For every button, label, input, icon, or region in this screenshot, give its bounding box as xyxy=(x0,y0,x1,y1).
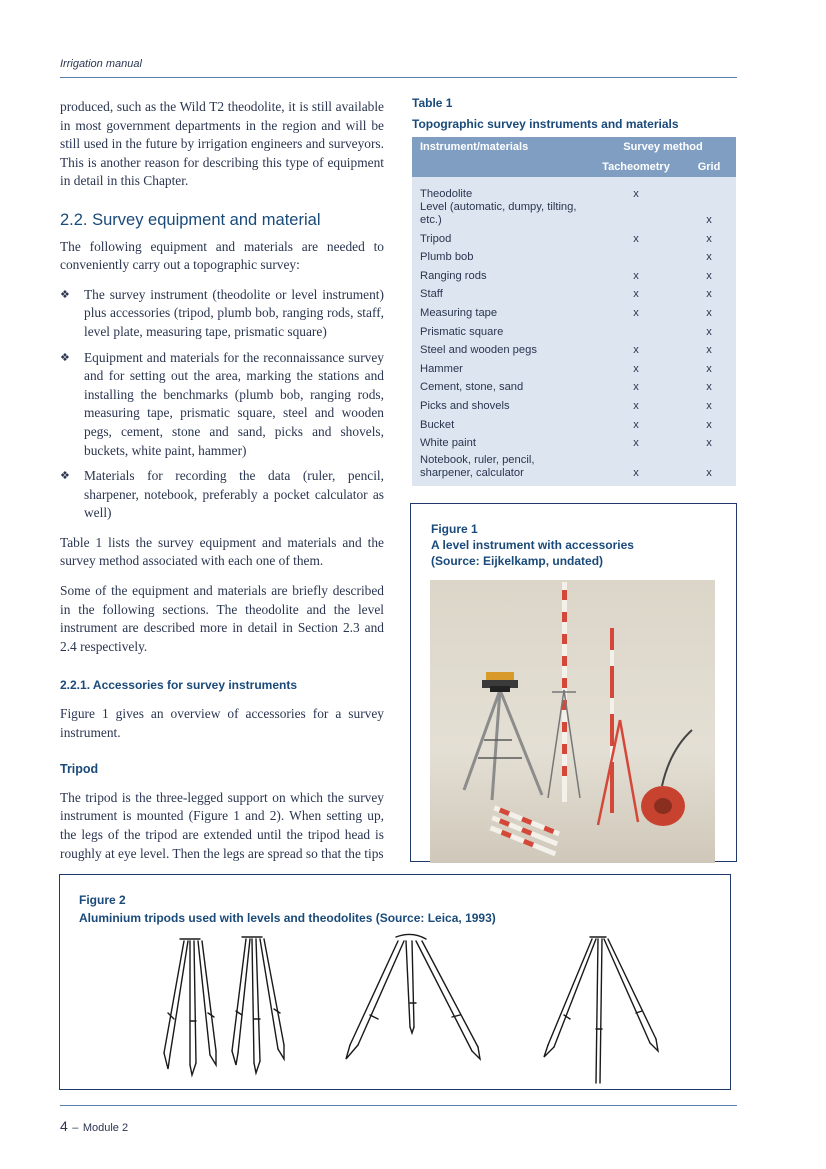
table-cell-item: Notebook, ruler, pencil, sharpener, calculator xyxy=(420,454,535,480)
table-title: Topographic survey instruments and materials xyxy=(412,117,679,131)
table-row xyxy=(412,283,736,302)
table-cell-grid: x xyxy=(706,418,712,431)
table-row xyxy=(412,450,736,486)
table-row xyxy=(412,432,736,451)
footer xyxy=(60,1118,128,1136)
module-label: Module 2 xyxy=(82,1122,129,1134)
paragraph-table-ref: Table 1 lists the survey equipment and materials and the survey method associated with each one of them. xyxy=(60,534,384,569)
table-cell-tach xyxy=(590,320,682,339)
col-header-item: Instrument/materials xyxy=(412,137,590,157)
figure-1-caption xyxy=(431,521,634,569)
table-cell-grid: x xyxy=(706,437,712,450)
footer-dash: – xyxy=(72,1122,79,1134)
bullet-icon: ❖ xyxy=(60,350,70,364)
subsection-heading: 2.2.1. Accessories for survey instruments xyxy=(60,678,297,693)
table-row xyxy=(412,227,736,246)
paragraph-some: Some of the equipment and materials are briefly described in the following sections. The theodolite and the level instrument are described more in detail in Section 2.3 and 2.4 respectively. xyxy=(60,583,384,654)
table-cell-tach: x xyxy=(633,344,639,357)
list-item: ❖ Materials for recording the data (ruler, pencil, sharpener, notebook, preferably a pocket calculator as well) xyxy=(60,468,384,521)
figure-2-caption xyxy=(79,891,496,927)
table-cell-tach: x xyxy=(633,381,639,394)
table-cell-grid: x xyxy=(706,306,712,319)
table-cell-grid: x xyxy=(706,362,712,375)
col-header-blank xyxy=(412,157,590,177)
table-row xyxy=(412,320,736,339)
table-cell-grid: x xyxy=(706,381,712,394)
table-row xyxy=(412,246,736,265)
figure-1-label: Figure 1 xyxy=(431,522,478,536)
tripod-heading: Tripod xyxy=(60,762,99,777)
bullet-icon: ❖ xyxy=(60,287,70,301)
table-row xyxy=(412,339,736,358)
running-header: Irrigation manual xyxy=(60,58,142,70)
table-cell-grid: x xyxy=(706,467,712,480)
table-cell-grid: x xyxy=(706,269,712,282)
table-cell-item: Steel and wooden pegs xyxy=(420,344,537,357)
table-cell-tach: x xyxy=(633,232,639,245)
figure-1-title: A level instrument with accessories xyxy=(431,538,634,552)
table-cell-tach xyxy=(590,246,682,265)
header-rule xyxy=(60,77,737,78)
table-cell-tach: x xyxy=(633,418,639,431)
equipment-list xyxy=(60,286,384,523)
table-cell-grid xyxy=(682,177,736,201)
page-number: 4 xyxy=(60,1118,68,1134)
list-item: ❖ Equipment and materials for the reconnaissance survey and for setting out the area, marking the stations and installing the benchmarks (plumb bob, ranging rods, measuring tape, prismatic square, steel and wooden pegs, cement, stone and sand, picks and shovels, buckets, white paint, hammer) xyxy=(60,349,384,458)
figure-2-title: Aluminium tripods used with levels and theodolites (Source: Leica, 1993) xyxy=(79,911,496,925)
section-heading: 2.2. Survey equipment and material xyxy=(60,210,321,229)
table-cell-tach: x xyxy=(633,269,639,282)
table-row xyxy=(412,413,736,432)
table-cell-item: Theodolite xyxy=(420,188,473,200)
table-cell-item: Plumb bob xyxy=(420,251,474,264)
table-cell-grid: x xyxy=(706,251,712,264)
table-cell-item: Picks and shovels xyxy=(420,399,510,412)
table-row xyxy=(412,376,736,395)
table-cell-item: White paint xyxy=(420,437,476,450)
table-cell-item: Hammer xyxy=(420,362,463,375)
figure-1-source: (Source: Eijkelkamp, undated) xyxy=(431,554,604,568)
table-cell-tach: x xyxy=(633,306,639,319)
table-cell-tach: x xyxy=(633,362,639,375)
table-row xyxy=(412,394,736,413)
tripods-drawing xyxy=(150,933,670,1085)
footer-rule xyxy=(60,1105,737,1106)
table-cell-tach: x xyxy=(633,188,639,200)
col-header-grid: Grid xyxy=(682,157,736,177)
paragraph-needed: The following equipment and materials are needed to conveniently carry out a topographic survey: xyxy=(60,238,384,273)
table-cell-tach: x xyxy=(633,437,639,450)
figure-2-label: Figure 2 xyxy=(79,893,126,907)
table-cell-item: Level (automatic, dumpy, tilting, etc.) xyxy=(420,201,577,226)
table-cell-item: Ranging rods xyxy=(420,269,487,282)
paragraph-intro: produced, such as the Wild T2 theodolite, it is still available in most government departments in the region and will be still used in the future by irrigation engineers and surveyors. This is another reason for describing this type of equipment in detail in this Chapter. xyxy=(60,99,384,189)
table-cell-item: Prismatic square xyxy=(420,325,504,338)
table-cell-grid: x xyxy=(706,288,712,301)
table-cell-item: Measuring tape xyxy=(420,306,498,319)
table-body xyxy=(412,177,736,486)
table-cell-tach: x xyxy=(633,288,639,301)
paragraph-figure-ref: Figure 1 gives an overview of accessories for a survey instrument. xyxy=(60,706,384,740)
table-cell-item: Cement, stone, sand xyxy=(420,381,524,394)
table-row xyxy=(412,357,736,376)
figure-1 xyxy=(410,503,737,862)
table-row xyxy=(412,177,736,201)
table-label: Table 1 xyxy=(412,96,453,110)
table-cell-tach: x xyxy=(633,399,639,412)
table-row xyxy=(412,201,736,227)
table-cell-grid: x xyxy=(706,399,712,412)
bullet-icon: ❖ xyxy=(60,469,70,483)
table-cell-tach xyxy=(590,201,682,227)
level-instrument-photo xyxy=(430,580,715,863)
left-column xyxy=(60,98,384,874)
table-cell-tach: x xyxy=(633,467,639,480)
table-cell-grid: x xyxy=(706,325,712,338)
table-row xyxy=(412,301,736,320)
survey-table xyxy=(412,137,736,486)
list-item: ❖ The survey instrument (theodolite or level instrument) plus accessories (tripod, plumb bob, ranging rods, staff, level plate, measuring tape, prismatic square) xyxy=(60,286,384,339)
table-cell-item: Bucket xyxy=(420,418,455,431)
table-1 xyxy=(412,96,736,486)
col-header-method: Survey method xyxy=(590,137,736,157)
table-row xyxy=(412,264,736,283)
figure-2 xyxy=(59,874,731,1090)
table-cell-grid: x xyxy=(706,214,712,226)
table-cell-grid: x xyxy=(706,232,712,245)
table-cell-item: Tripod xyxy=(420,232,452,245)
col-header-tacheometry: Tacheometry xyxy=(590,157,682,177)
table-cell-item: Staff xyxy=(420,288,443,301)
table-cell-grid: x xyxy=(706,344,712,357)
paragraph-tripod: The tripod is the three-legged support on which the survey instrument is mounted (Figure 1 and 2). When setting up, the legs of the tripod are extended until the tripod head is roughly at eye level. Then the legs are spread so that the tips xyxy=(60,789,384,861)
